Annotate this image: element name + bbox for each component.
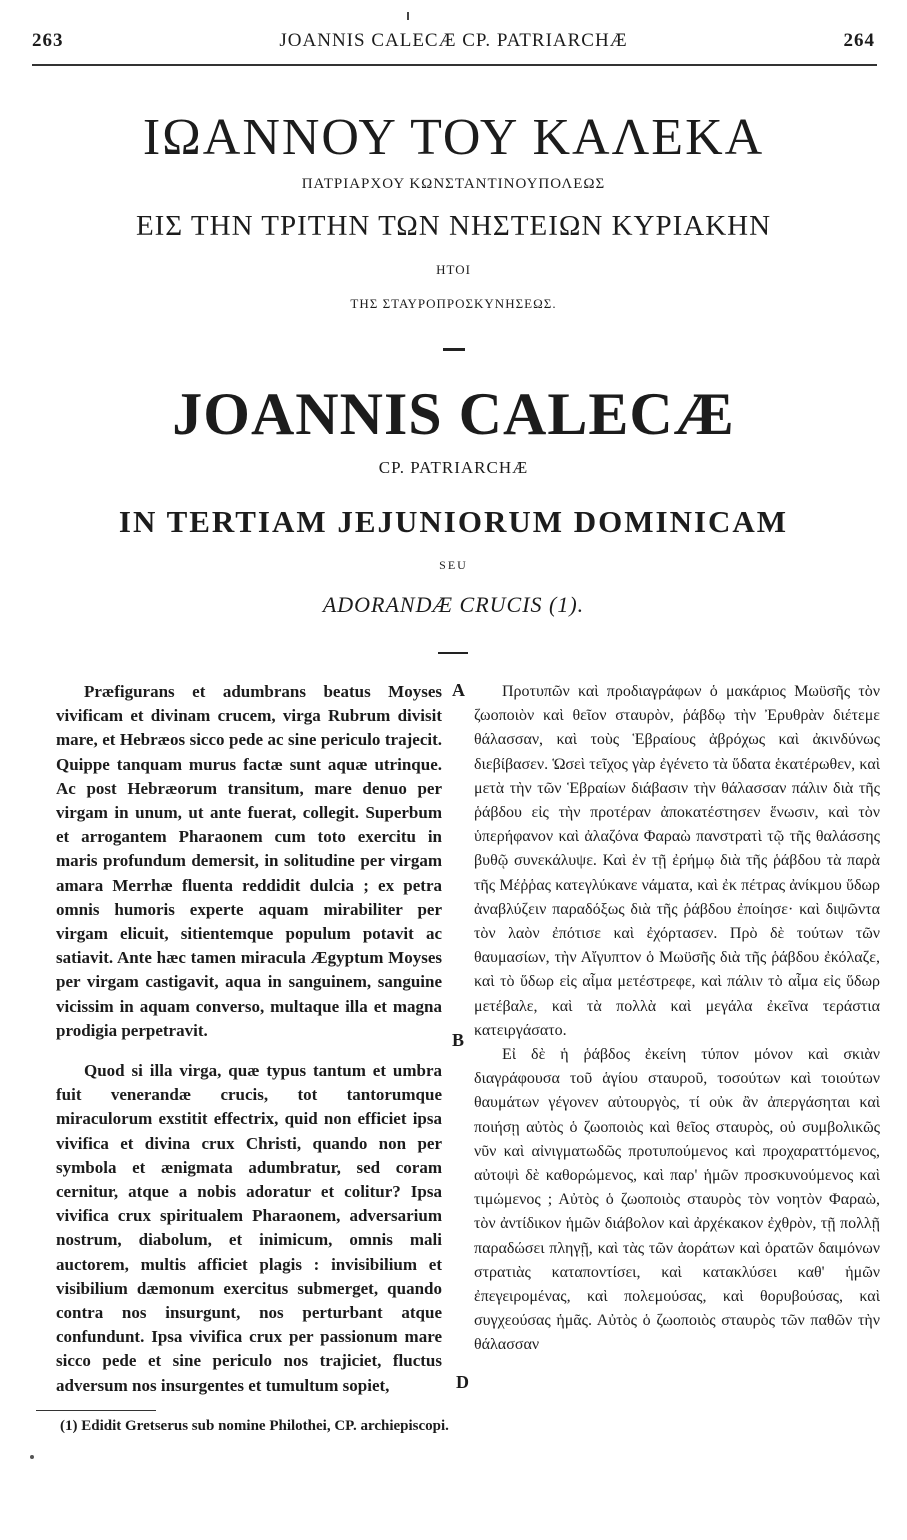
greek-paragraph-1: Προτυπῶν καὶ προδιαγράφων ὁ μακάριος Μωϋσῆς τὸν ζωοποιὸν καὶ θεῖον σταυρὸν, ῥάβδῳ τὴν Ἐρυθρὰν διέτεμε θάλασσαν, καὶ τοὺς Ἑβραίους ἀβρόχως καὶ ἀκινδύνως διεβίβασεν. Ὡσεὶ τεῖχος γὰρ ἐγένετο τὰ ὕδατα ἑκατέρωθεν, καὶ μετὰ τὴν τῶν Ἑβραίων διάβασιν τὴν θάλασσαν πάλιν διὰ τῆς ῥάβδου εἰς τὴν προτέραν ἀποκατέστησεν ἕνωσιν, καὶ τὸν ὑπερήφανον καὶ ἀλαζόνα Φαραὼ πανστρατὶ τῷ τῆς θαλάσσης βυθῷ συνεκάλυψε. Καὶ ἐν τῇ ἐρήμῳ διὰ τῆς ῥάβδου τὰ παρὰ τῆς Μέῤῥας κατεγλύκανε νάματα, καὶ ἐκ πέτρας ἀνίκμου ὕδωρ ἀναβλύζειν παραδόξως διὰ τῆς ῥάβδου ἐποίησε· καὶ διψῶντα τὸν λαὸν ἐπότισε καὶ ἐχόρτασεν. Πρὸ δὲ τούτων τῶν θαυμασίων, τὴν Αἴγυπτον ὁ Μωϋσῆς διὰ τῆς ῥάβδου ἐκόλαζε, καὶ τὸ ὕδωρ εἰς αἷμα μετέστρεφε, καὶ πάλιν τὸ αἷμα εἰς ὕδωρ μετέβαλε, καὶ τὰ πολλὰ καὶ μεγάλα ἐκεῖνα τεράστια κατειργάσατο.	[474, 683, 880, 1039]
latin-paragraph-1: Præfigurans et adumbrans beatus Moyses vivificam et divinam crucem, virga Rubrum divisit mare, et Hebræos sicco pede ac sine periculo trajecit. Quippe tanquam murus factæ sunt aquæ utrinque. Ac post Hebræorum transitum, mare denuo per virgam in unum, ut ante fuerat, collegit. Superbum et arrogantem Pharaonem cum toto exercitu in maris profundum demersit, in solitudine per virgam amara Merrhæ fluenta reddidit dulcia ; ex petra omnis humoris experte aquam mirabiliter per virgam elicuit, sitientemque populum potavit ac satiavit. Ante hæc tamen miracula Ægyptum Moyses per virgam castigavit, aqua in sanguinem, sanguine vicissim in aquam converso, multaque illa et magna prodigia perpetravit.	[56, 682, 442, 1040]
latin-column	[56, 680, 442, 1398]
latin-title-line-3: SEU	[439, 558, 468, 572]
margin-letter-b: B	[452, 1030, 465, 1050]
latin-title-line-2: IN TERTIAM JEJUNIORUM DOMINICAM	[118, 504, 789, 539]
scan-mark	[407, 12, 409, 20]
greek-column	[474, 680, 880, 1358]
page-number-left: 263	[32, 30, 64, 51]
greek-title-line-1: ΠΑΤΡΙΑΡΧΟΥ ΚΩΝΣΤΑΝΤΙΝΟΥΠΟΛΕΩΣ	[301, 176, 606, 192]
margin-letter-a: A	[452, 680, 465, 700]
greek-paragraph-2: Εἰ δὲ ἡ ῥάβδος ἐκείνη τύπον μόνον καὶ σκιὰν διαγράφουσα τοῦ ἁγίου σταυροῦ, τοσούτων καὶ τοιούτων θαυμάτων γέγονεν αὐτουργὸς, τί οὐκ ἂν ἀπεργάσηται καὶ ποιήσῃ αὐτὸς ὁ ζωοποιὸς καὶ θεῖος σταυρὸς, οὐ συμβολικῶς νῦν καὶ αἰνιγματωδῶς προτυπούμενος καὶ προχαραττόμενος, αὐτοψὶ δὲ καθορώμενος, καὶ παρ' ἡμῶν προσκυνούμενος καὶ τιμώμενος ; Αὐτὸς ὁ ζωοποιὸς σταυρὸς τὸν νοητὸν Φαραὼ, τὸν ἀντίδικον ἡμῶν διάβολον καὶ ἀρχέκακον ἐχθρὸν, τῇ πολλῇ παραδώσει πληγῇ, καὶ τὰς τῶν ἀοράτων καὶ ὁρατῶν δαιμόνων στρατιὰς καταποντίσει, καὶ κατακλύσει καθ' ἡμῶν ἐπεγειρομένας, καὶ πολεμούσας, καὶ θορυβούσας, καὶ συγχεούσας ἡμᾶς. Αὐτὸς ὁ ζωοποιὸς σταυρὸς τῶν παθῶν τὴν θάλασσαν	[474, 1046, 880, 1354]
latin-paragraph-2: Quod si illa virga, quæ typus tantum et umbra fuit venerandæ crucis, tot tantorumque miraculorum exstitit effectrix, quid non efficiet ipsa vivifica et divina crux Christi, quando non per symbola et ænigmata adumbratur, sed coram cernitur, atque a nobis adoratur et colitur? Ipsa vivifica crux spiritualem Pharaonem, adversarium nostrum, diabolum, et inimicum, omnis mali auctorem, multis afficiet plagis : invisibilium et visibilium dæmonum exercitus submerget, quando contra nos insurgunt, nos perturbant atque confundunt. Ipsa vivifica crux per passionum mare sicco pede et sine periculo nos trajiciet, fluctus adversum nos insurgentes et tumultum sopiet,	[56, 1061, 442, 1395]
title-separator	[443, 348, 465, 351]
footnote: (1) Edidit Gretserus sub nomine Philothei, CP. archiepiscopi.	[60, 1418, 449, 1434]
greek-title-line-3: ΗΤΟΙ	[436, 262, 471, 277]
greek-title-line-4: ΤΗΣ ΣΤΑΥΡΟΠΡΟΣΚΥΝΗΣΕΩΣ.	[350, 296, 557, 311]
page-number-right: 264	[843, 30, 875, 51]
running-title: JOANNIS CALECÆ CP. PATRIARCHÆ	[279, 30, 628, 51]
scan-speck	[30, 1455, 34, 1459]
latin-title-line-4: ADORANDÆ CRUCIS (1).	[322, 592, 585, 617]
latin-title-line-1: CP. PATRIARCHÆ	[378, 458, 529, 477]
header-rule	[32, 64, 877, 66]
greek-main-title: ΙΩΑΝΝΟΥ ΤΟΥ ΚΑΛΕΚΑ	[142, 109, 765, 166]
footnote-rule	[36, 1410, 156, 1411]
greek-title-line-2: ΕΙΣ ΤΗΝ ΤΡΙΤΗΝ ΤΩΝ ΝΗΣΤΕΙΩΝ ΚΥΡΙΑΚΗΝ	[135, 210, 772, 242]
body-separator	[438, 652, 468, 654]
latin-main-title: JOANNIS CALECÆ	[172, 381, 735, 447]
margin-letter-d: D	[456, 1372, 469, 1392]
